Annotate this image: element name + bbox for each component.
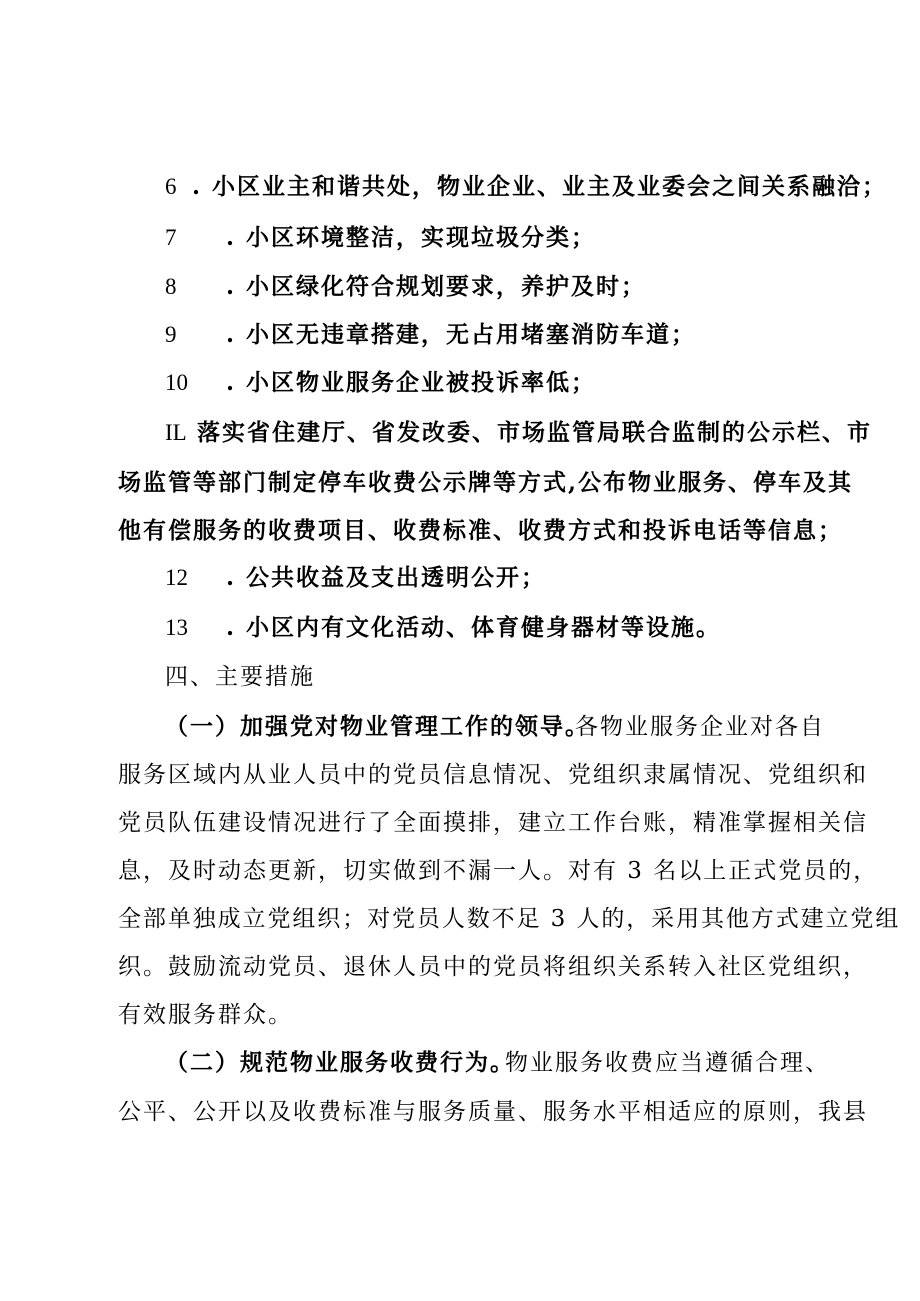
list-number: 12 [165, 565, 188, 590]
list-item-text: . 小区环境整洁，实现垃圾分类； [226, 224, 597, 251]
list-number: 9 [165, 322, 177, 347]
paragraph-line: 各物业服务企业对各自 [575, 714, 825, 740]
list-number: IL [165, 420, 187, 445]
list-number: 7 [165, 225, 177, 250]
list-item-text-continued: 场监管等部门制定停车收费公示牌等方式,公布物业服务、停车及其 [118, 469, 854, 496]
paragraph-title: （一）加强党对物业管理工作的领导。 [165, 713, 590, 740]
paragraph-title: （二）规范物业服务收费行为。 [165, 1049, 515, 1076]
section-heading: 四、主要措施 [165, 664, 315, 690]
list-item-text: . 小区内有文化活动、体育健身器材等设施。 [226, 614, 722, 641]
list-item-text: 落实省住建厅、省发改委、市场监管局联合监制的公示栏、市 [197, 419, 872, 446]
list-item-text: . 公共收益及支出透明公开； [226, 564, 547, 591]
paragraph-line: 服务区域内从业人员中的党员信息情况、党组织隶属情况、党组织和 [118, 762, 868, 788]
list-item-text: . 小区业主和谐共处，物业企业、业主及业委会之间关系融洽； [192, 173, 888, 200]
paragraph-line: 公平、公开以及收费标准与服务质量、服务水平相适应的原则，我县 [118, 1099, 868, 1125]
list-item-text-continued: 他有偿服务的收费项目、收费标准、收费方式和投诉电话等信息； [118, 517, 843, 544]
paragraph-line: 织。鼓励流动党员、退休人员中的党员将组织关系转入社区党组织， [118, 954, 868, 980]
paragraph-line: 物业服务收费应当遵循合理、 [505, 1050, 830, 1076]
paragraph-line: 有效服务群众。 [118, 1002, 293, 1028]
list-item-text: . 小区无违章搭建，无占用堵塞消防车道； [226, 321, 697, 348]
list-number: 6 [165, 174, 177, 199]
list-item-text: . 小区绿化符合规划要求，养护及时； [226, 273, 647, 300]
paragraph-line: 全部单独成立党组织；对党员人数不足 3 人的，采用其他方式建立党组 [118, 906, 901, 932]
list-number: 10 [165, 370, 188, 395]
list-number: 8 [165, 274, 177, 299]
paragraph-line: 党员队伍建设情况进行了全面摸排，建立工作台账，精准掌握相关信 [118, 810, 868, 836]
paragraph-line: 息，及时动态更新，切实做到不漏一人。对有 3 名以上正式党员的， [118, 858, 879, 884]
list-item-text: . 小区物业服务企业被投诉率低； [226, 369, 597, 396]
list-number: 13 [165, 615, 188, 640]
